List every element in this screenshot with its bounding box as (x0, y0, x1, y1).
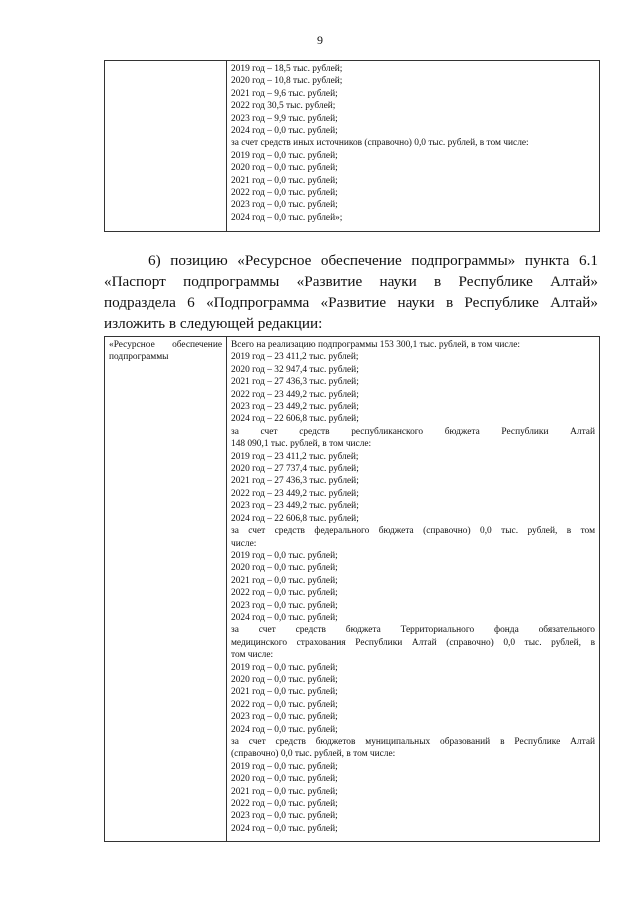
table-line: 2021 год – 0,0 тыс. рублей; (231, 687, 338, 698)
resource-provision-table (104, 336, 600, 842)
table-line: за счет средств бюджетов муниципальных образований в Республике Алтай (231, 737, 595, 747)
table-line: 2019 год – 0,0 тыс. рублей; (231, 150, 338, 161)
table-line: 2019 год – 18,5 тыс. рублей; (231, 64, 343, 74)
table-line: 2019 год – 0,0 тыс. рублей; (231, 662, 338, 673)
table-line: 2022 год – 23 449,2 тыс. рублей; (231, 389, 359, 400)
table-line: 2019 год – 0,0 тыс. рублей; (231, 550, 338, 561)
table-line: числе: (231, 538, 257, 549)
table-line: 2021 год – 0,0 тыс. рублей; (231, 175, 338, 186)
table-line: 148 090,1 тыс. рублей, в том числе: (231, 439, 372, 450)
table-line: 2020 год – 32 947,4 тыс. рублей; (231, 364, 359, 375)
table-line: 2023 год – 0,0 тыс. рублей; (231, 811, 338, 822)
table-line: 2022 год 30,5 тыс. рублей; (231, 101, 336, 112)
table-line: за счет средств федерального бюджета (справочно) 0,0 тыс. рублей, в том (231, 526, 595, 537)
table-line: 2022 год – 0,0 тыс. рублей; (231, 699, 338, 710)
table-line: 2022 год – 0,0 тыс. рублей; (231, 799, 338, 810)
table-line: 2024 год – 0,0 тыс. рублей; (231, 823, 338, 834)
table-line: 2024 год – 22 606,8 тыс. рублей; (231, 513, 359, 524)
table-line: 2021 год – 0,0 тыс. рублей; (231, 786, 338, 797)
table-label-cell (105, 61, 227, 232)
table-line: 2024 год – 0,0 тыс. рублей; (231, 612, 338, 623)
table-line: 2020 год – 0,0 тыс. рублей; (231, 674, 338, 685)
table-line: 2023 год – 23 449,2 тыс. рублей; (231, 501, 359, 512)
amendment-paragraph (104, 250, 598, 334)
table-line: 2023 год – 0,0 тыс. рублей; (231, 712, 338, 723)
table-value-cell (227, 61, 600, 232)
row-label-line: подпрограммы (109, 352, 169, 363)
paragraph-line: «Паспорт подпрограммы «Развитие науки в Республике Алтай» (104, 273, 598, 290)
table-line: 2023 год – 0,0 тыс. рублей; (231, 600, 338, 611)
table-line: 2023 год – 9,9 тыс. рублей; (231, 113, 338, 124)
paragraph-line: 6) позицию «Ресурсное обеспечение подпрограммы» пункта 6.1 (148, 252, 598, 269)
table-row (105, 337, 600, 842)
page-number: 9 (317, 33, 323, 47)
table-value-cell (227, 337, 600, 842)
table-line: 2020 год – 0,0 тыс. рублей; (231, 163, 338, 174)
table-line: 2021 год – 27 436,3 тыс. рублей; (231, 377, 359, 388)
table-line: за счет средств бюджета Территориального фонда обязательного (231, 625, 595, 636)
table-line: медицинского страхования Республики Алтай (справочно) 0,0 тыс. рублей, в (231, 637, 595, 648)
table-line: 2019 год – 0,0 тыс. рублей; (231, 761, 338, 772)
table-line: 2024 год – 0,0 тыс. рублей; (231, 724, 338, 735)
table-line: за счет средств иных источников (справочно) 0,0 тыс. рублей, в том числе: (231, 138, 529, 149)
table-line: 2020 год – 0,0 тыс. рублей; (231, 774, 338, 785)
table-line: 2019 год – 23 411,2 тыс. рублей; (231, 451, 359, 462)
table-line: 2024 год – 0,0 тыс. рублей; (231, 126, 338, 137)
funding-table-continuation (104, 60, 600, 232)
table-line: 2021 год – 27 436,3 тыс. рублей; (231, 476, 359, 487)
table-line: 2023 год – 23 449,2 тыс. рублей; (231, 402, 359, 413)
table-line: 2022 год – 0,0 тыс. рублей; (231, 588, 338, 599)
paragraph-line: изложить в следующей редакции: (104, 315, 323, 332)
table-line: 2021 год – 0,0 тыс. рублей; (231, 575, 338, 586)
table-line: 2022 год – 0,0 тыс. рублей; (231, 188, 338, 199)
table-row (105, 61, 600, 232)
table-line: Всего на реализацию подпрограммы 153 300,1 тыс. рублей, в том числе: (231, 340, 520, 350)
table-line: 2020 год – 0,0 тыс. рублей; (231, 563, 338, 574)
table-line: за счет средств республиканского бюджета Республики Алтай (231, 426, 595, 437)
table-line: 2020 год – 27 737,4 тыс. рублей; (231, 464, 359, 475)
table-line: 2022 год – 23 449,2 тыс. рублей; (231, 488, 359, 499)
table-line: 2019 год – 23 411,2 тыс. рублей; (231, 352, 359, 363)
table-line: 2023 год – 0,0 тыс. рублей; (231, 200, 338, 211)
table-line: 2021 год – 9,6 тыс. рублей; (231, 88, 338, 99)
table-line: том числе: (231, 650, 274, 661)
table-line: 2024 год – 22 606,8 тыс. рублей; (231, 414, 359, 425)
table-line: 2020 год – 10,8 тыс. рублей; (231, 76, 343, 87)
table-line: (справочно) 0,0 тыс. рублей, в том числе: (231, 749, 396, 760)
table-label-cell (105, 337, 227, 842)
row-label-line: «Ресурсное обеспечение (109, 340, 222, 350)
table-line: 2024 год – 0,0 тыс. рублей»; (231, 212, 343, 223)
paragraph-line: подраздела 6 «Подпрограмма «Развитие науки в Республике Алтай» (104, 294, 598, 311)
